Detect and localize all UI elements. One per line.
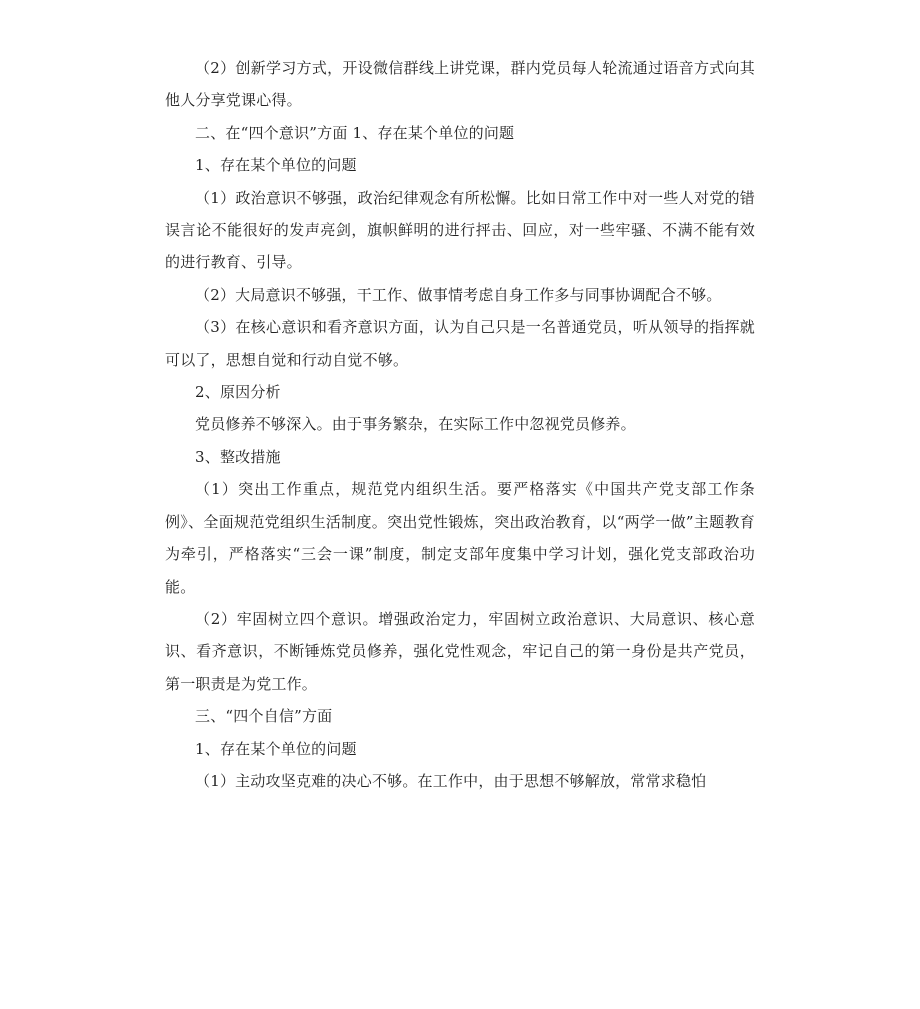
paragraph-overall-awareness: （2）大局意识不够强，干工作、做事情考虑自身工作多与同事协调配合不够。 <box>195 285 722 304</box>
subheading-problems: 1、存在某个单位的问题 <box>195 156 357 175</box>
section-heading-3: 三、“四个自信”方面 <box>195 707 333 726</box>
subheading-cause-analysis: 2、原因分析 <box>195 383 281 402</box>
paragraph-political-awareness: （1）政治意识不够强，政治纪律观念有所松懈。比如日常工作中对一些人对党的错误言论不能很好的发声亮剑，旗帜鲜明的进行抨击、回应，对一些牢骚、不满不能有效的进行教育、引导。 <box>165 188 755 272</box>
paragraph-last: （1）主动攻坚克难的决心不够。在工作中，由于思想不够解放，常常求稳怕 <box>195 771 707 790</box>
section-heading-2: 二、在“四个意识”方面 1、存在某个单位的问题 <box>195 123 515 142</box>
paragraph-measure-2: （2）牢固树立四个意识。增强政治定力，牢固树立政治意识、大局意识、核心意识、看齐意识，不断锤炼党员修养，强化党性观念，牢记自己的第一身份是共产党员，第一职责是为党工作。 <box>165 609 755 693</box>
document-body <box>165 52 755 797</box>
paragraph-1: （2）创新学习方式，开设微信群线上讲党课，群内党员每人轮流通过语音方式向其他人分享党课心得。 <box>165 59 755 110</box>
paragraph-measure-1: （1）突出工作重点，规范党内组织生活。要严格落实《中国共产党支部工作条例》、全面规范党组织生活制度。突出党性锻炼，突出政治教育，以“两学一做”主题教育为牵引，严格落实“三会一课”制度，制定支部年度集中学习计划，强化党支部政治功能。 <box>165 480 755 596</box>
paragraph-core-awareness: （3）在核心意识和看齐意识方面，认为自己只是一名普通党员，听从领导的指挥就可以了，思想自觉和行动自觉不够。 <box>165 318 755 369</box>
subheading-problems-2: 1、存在某个单位的问题 <box>195 739 357 758</box>
subheading-rectification: 3、整改措施 <box>195 447 281 466</box>
paragraph-cause: 党员修养不够深入。由于事务繁杂，在实际工作中忽视党员修养。 <box>195 415 636 434</box>
